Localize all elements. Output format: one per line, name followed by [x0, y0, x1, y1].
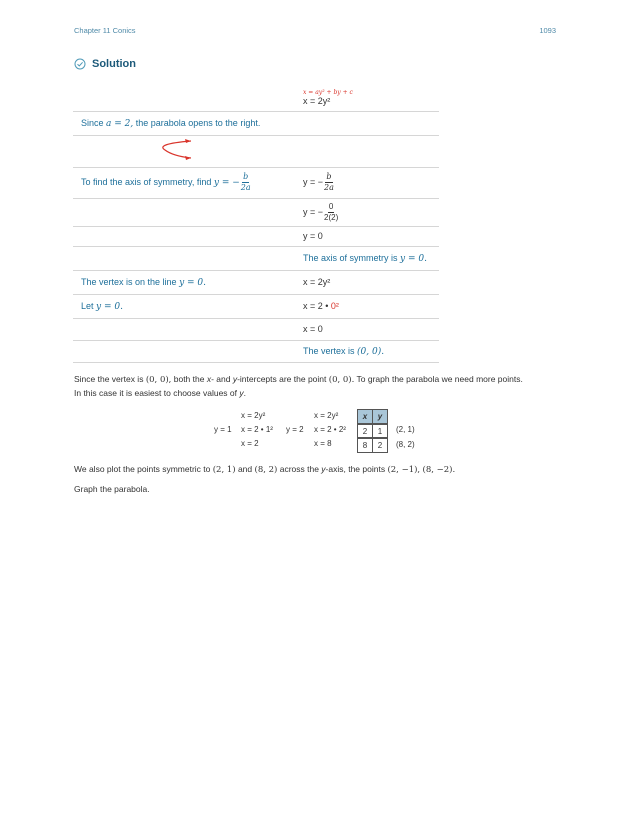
step-row: y = 0	[73, 226, 439, 246]
y1-calculation: x = 2y² x = 2 • 1² x = 2	[241, 411, 273, 448]
solution-steps-table	[73, 84, 439, 363]
page-number: 1093	[539, 26, 556, 35]
step-row: Since a = 2, the parabola opens to the right.	[73, 111, 439, 135]
running-header-chapter: Chapter 11 Conics	[74, 26, 136, 35]
equation: x = 2y²	[303, 95, 331, 106]
step-row: The axis of symmetry is y = 0.	[73, 246, 439, 270]
y1-label: y = 1	[214, 425, 232, 434]
table-row: 8 2	[358, 439, 388, 453]
step-row	[73, 84, 439, 111]
point-label: (8, 2)	[396, 440, 415, 449]
solution-heading	[74, 58, 136, 70]
column-header-x: x	[358, 410, 373, 424]
step-row: To find the axis of symmetry, find y = − $\frac{b}{2a}$ y = − $\frac{b}{2a}$	[73, 167, 439, 198]
symmetric-points-paragraph: We also plot the points symmetric to (2, 1) and (8, 2) across the y-axis, the points (2, −1), (8, −2).	[74, 464, 456, 475]
step-row: Let y = 0. x = 2 • 0²	[73, 294, 439, 318]
y2-calculation: x = 2y² x = 2 • 2² x = 8	[314, 411, 346, 448]
solution-title: Solution	[92, 58, 136, 70]
check-circle-icon	[74, 58, 86, 70]
step-row: The vertex is on the line y = 0. x = 2y²	[73, 270, 439, 294]
step-row: The vertex is (0, 0).	[73, 340, 439, 362]
points-table-body	[357, 424, 388, 453]
graph-instruction: Graph the parabola.	[74, 484, 150, 494]
table-row: 2 1	[358, 425, 388, 439]
y2-label: y = 2	[286, 425, 304, 434]
step-row	[73, 135, 439, 167]
step-row: x = 0	[73, 318, 439, 340]
step-row: y = − $\frac{0}{2(2)}$	[73, 198, 439, 226]
general-form: x = ay² + by + c	[303, 88, 353, 96]
opens-right-arrow-icon	[81, 136, 191, 164]
column-header-y: y	[373, 410, 388, 424]
point-label: (2, 1)	[396, 425, 415, 434]
vertex-paragraph: Since the vertex is (0, 0), both the x- and y-intercepts are the point (0, 0). To graph the parabola we need more points. In this case it is easiest to choose values of y.	[74, 374, 523, 398]
